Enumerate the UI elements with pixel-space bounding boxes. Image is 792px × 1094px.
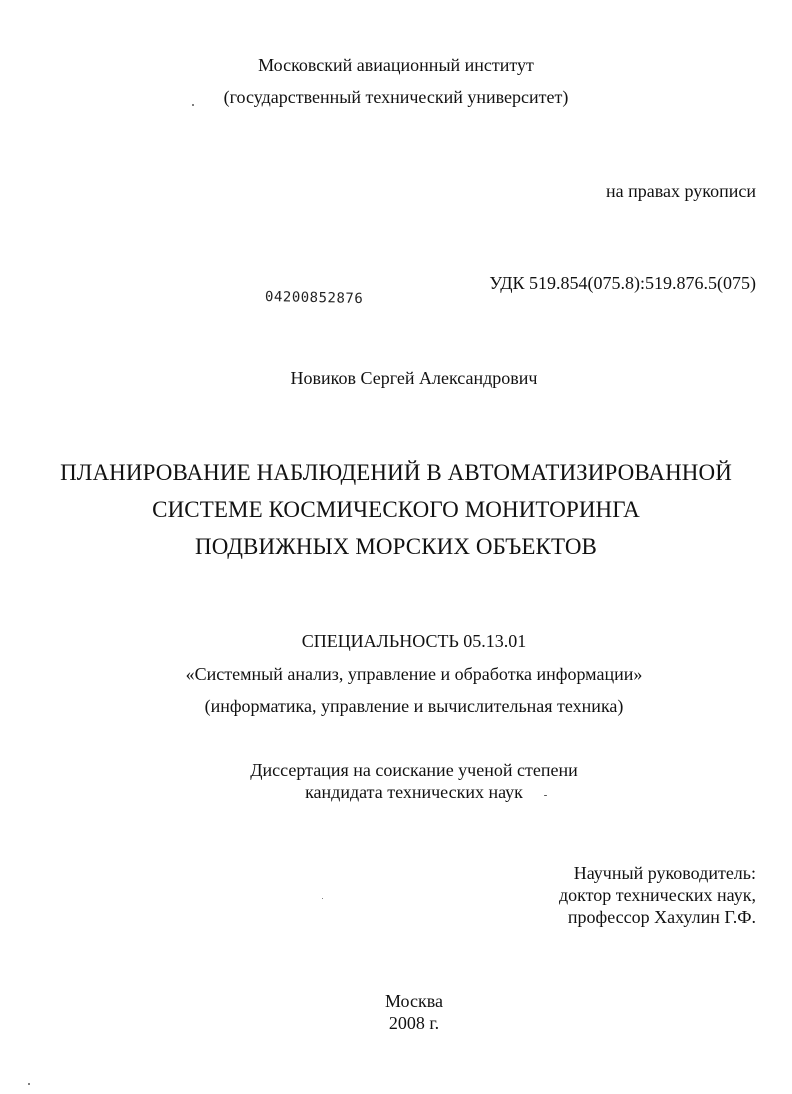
thesis-title-line-3: ПОДВИЖНЫХ МОРСКИХ ОБЪЕКТОВ <box>194 534 597 559</box>
scan-speck <box>544 795 547 796</box>
specialty-name: «Системный анализ, управление и обработка информации» <box>185 664 643 684</box>
degree-line-1: Диссертация на соискание ученой степени <box>250 760 578 780</box>
institution-name: Московский авиационный институт <box>258 55 534 75</box>
scan-speck <box>322 898 323 899</box>
specialty-branch: (информатика, управление и вычислительная техника) <box>204 696 624 716</box>
thesis-title-line-2: СИСТЕМЕ КОСМИЧЕСКОГО МОНИТОРИНГА <box>152 497 640 522</box>
city: Москва <box>385 991 443 1011</box>
supervisor-name: профессор Хахулин Г.Ф. <box>567 907 756 927</box>
degree-line-2: кандидата технических наук <box>305 782 523 802</box>
specialty-code: СПЕЦИАЛЬНОСТЬ 05.13.01 <box>301 631 527 651</box>
year: 2008 г. <box>388 1013 440 1033</box>
author-name: Новиков Сергей Александрович <box>290 368 538 388</box>
supervisor-degree: доктор технических наук, <box>559 885 756 905</box>
supervisor-label: Научный руководитель: <box>573 863 756 883</box>
inventory-stamp-number: 04200852876 <box>264 288 364 308</box>
institution-subtitle: (государственный технический университет) <box>223 87 569 107</box>
scan-speck <box>28 1083 30 1085</box>
scan-speck <box>192 104 194 106</box>
udc-code: УДК 519.854(075.8):519.876.5(075) <box>489 273 756 293</box>
thesis-title-line-1: ПЛАНИРОВАНИЕ НАБЛЮДЕНИЙ В АВТОМАТИЗИРОВАННОЙ <box>60 460 732 485</box>
manuscript-note: на правах рукописи <box>606 181 756 201</box>
